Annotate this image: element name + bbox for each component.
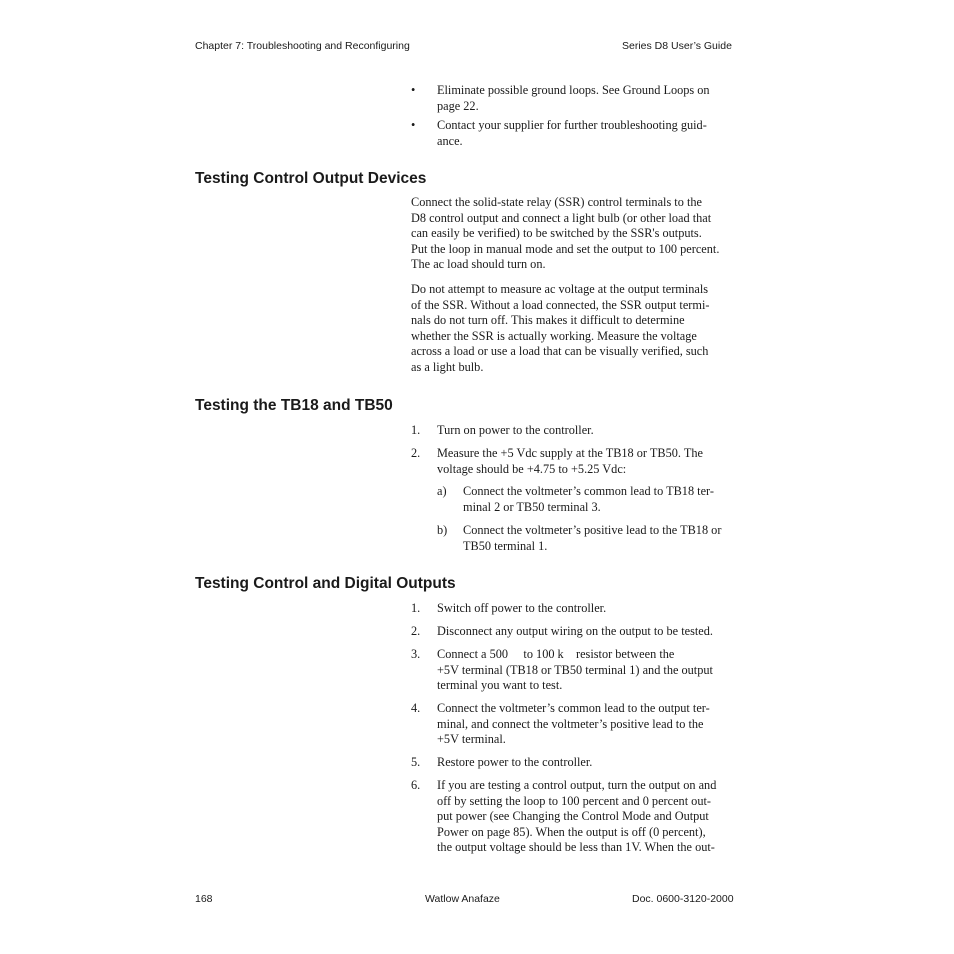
text-line: whether the SSR is actually working. Measure the voltage [411,328,697,343]
text-line: Measure the +5 Vdc supply at the TB18 or TB50. The [437,446,703,460]
step-number: 2. [411,446,421,460]
text-line: Connect the voltmeter’s common lead to TB18 ter- [463,484,714,498]
running-header-chapter: Chapter 7: Troubleshooting and Reconfiguring [195,40,410,52]
text-line: can easily be verified) to be switched by the SSR's outputs. [411,226,702,241]
step-number: 4. [411,701,421,715]
text-line: +5V terminal. [437,732,506,747]
bullet-item [411,83,747,115]
section-heading: Testing the TB18 and TB50 [195,397,393,414]
text-line: TB50 terminal 1. [463,538,548,553]
text-line: page 22. [437,98,479,113]
text-line: ance. [437,133,463,148]
paragraph [411,195,747,273]
running-header-guide: Series D8 User’s Guide [622,40,732,52]
text-line: Do not attempt to measure ac voltage at the output terminals [411,282,709,296]
section-heading: Testing Control Output Devices [195,170,427,187]
text-line: Turn on power to the controller. [437,423,594,437]
sub-step [437,484,747,516]
bullet-item [411,118,747,150]
text-line: the output voltage should be less than 1V. When the out- [437,840,715,855]
text-line: off by setting the loop to 100 percent and 0 percent out- [437,793,711,808]
text-line: Eliminate possible ground loops. See Ground Loops on [437,83,710,97]
step-number: 6. [411,778,421,792]
text-line: voltage should be +4.75 to +5.25 Vdc: [437,461,627,476]
text-line: Contact your supplier for further troubleshooting guid- [437,118,707,132]
bullet-marker: • [411,118,416,132]
text-line: Restore power to the controller. [437,755,593,769]
text-line: Connect the voltmeter’s common lead to the output ter- [437,701,710,715]
text-line: nals do not turn off. This makes it difficult to determine [411,313,685,328]
numbered-step [411,624,747,640]
step-number: 1. [411,423,421,437]
sub-step [437,523,747,555]
text-line: of the SSR. Without a load connected, the SSR output termi- [411,297,710,312]
numbered-step [411,423,747,439]
numbered-step [411,446,747,478]
text-line: minal 2 or TB50 terminal 3. [463,499,601,514]
section-heading: Testing Control and Digital Outputs [195,575,456,592]
text-line: D8 control output and connect a light bulb (or other load that [411,210,712,225]
text-line: If you are testing a control output, turn the output on and [437,778,717,792]
text-line: Power on page 85). When the output is off (0 percent), [437,824,706,839]
text-line: Connect the voltmeter’s positive lead to the TB18 or [463,523,722,537]
text-line: Disconnect any output wiring on the output to be tested. [437,624,713,638]
page-number: 168 [195,893,213,905]
step-number: 5. [411,755,421,769]
numbered-step [411,778,747,858]
text-line: terminal you want to test. [437,678,563,693]
text-line: +5V terminal (TB18 or TB50 terminal 1) and the output [437,662,713,677]
step-number: 3. [411,647,421,661]
sub-step-marker: b) [437,523,448,537]
numbered-step [411,755,747,771]
paragraph [411,282,747,376]
text-line: minal, and connect the voltmeter’s positive lead to the [437,716,704,731]
text-line: as a light bulb. [411,359,484,374]
numbered-step [411,701,747,749]
sub-step-marker: a) [437,484,447,498]
text-line: Switch off power to the controller. [437,601,607,615]
text-line: across a load or use a load that can be visually verified, such [411,344,709,359]
step-number: 1. [411,601,421,615]
bullet-marker: • [411,83,416,97]
numbered-step [411,601,747,617]
text-line: put power (see Changing the Control Mode and Output [437,809,709,824]
text-line: Put the loop in manual mode and set the output to 100 percent. [411,241,720,256]
text-line: Connect a 500 to 100 k resistor between the [437,647,675,661]
footer-doc-number: Doc. 0600-3120-2000 [632,893,734,905]
text-line: Connect the solid-state relay (SSR) control terminals to the [411,195,702,209]
footer-company: Watlow Anafaze [425,893,500,905]
text-line: The ac load should turn on. [411,257,546,272]
numbered-step [411,647,747,695]
step-number: 2. [411,624,421,638]
